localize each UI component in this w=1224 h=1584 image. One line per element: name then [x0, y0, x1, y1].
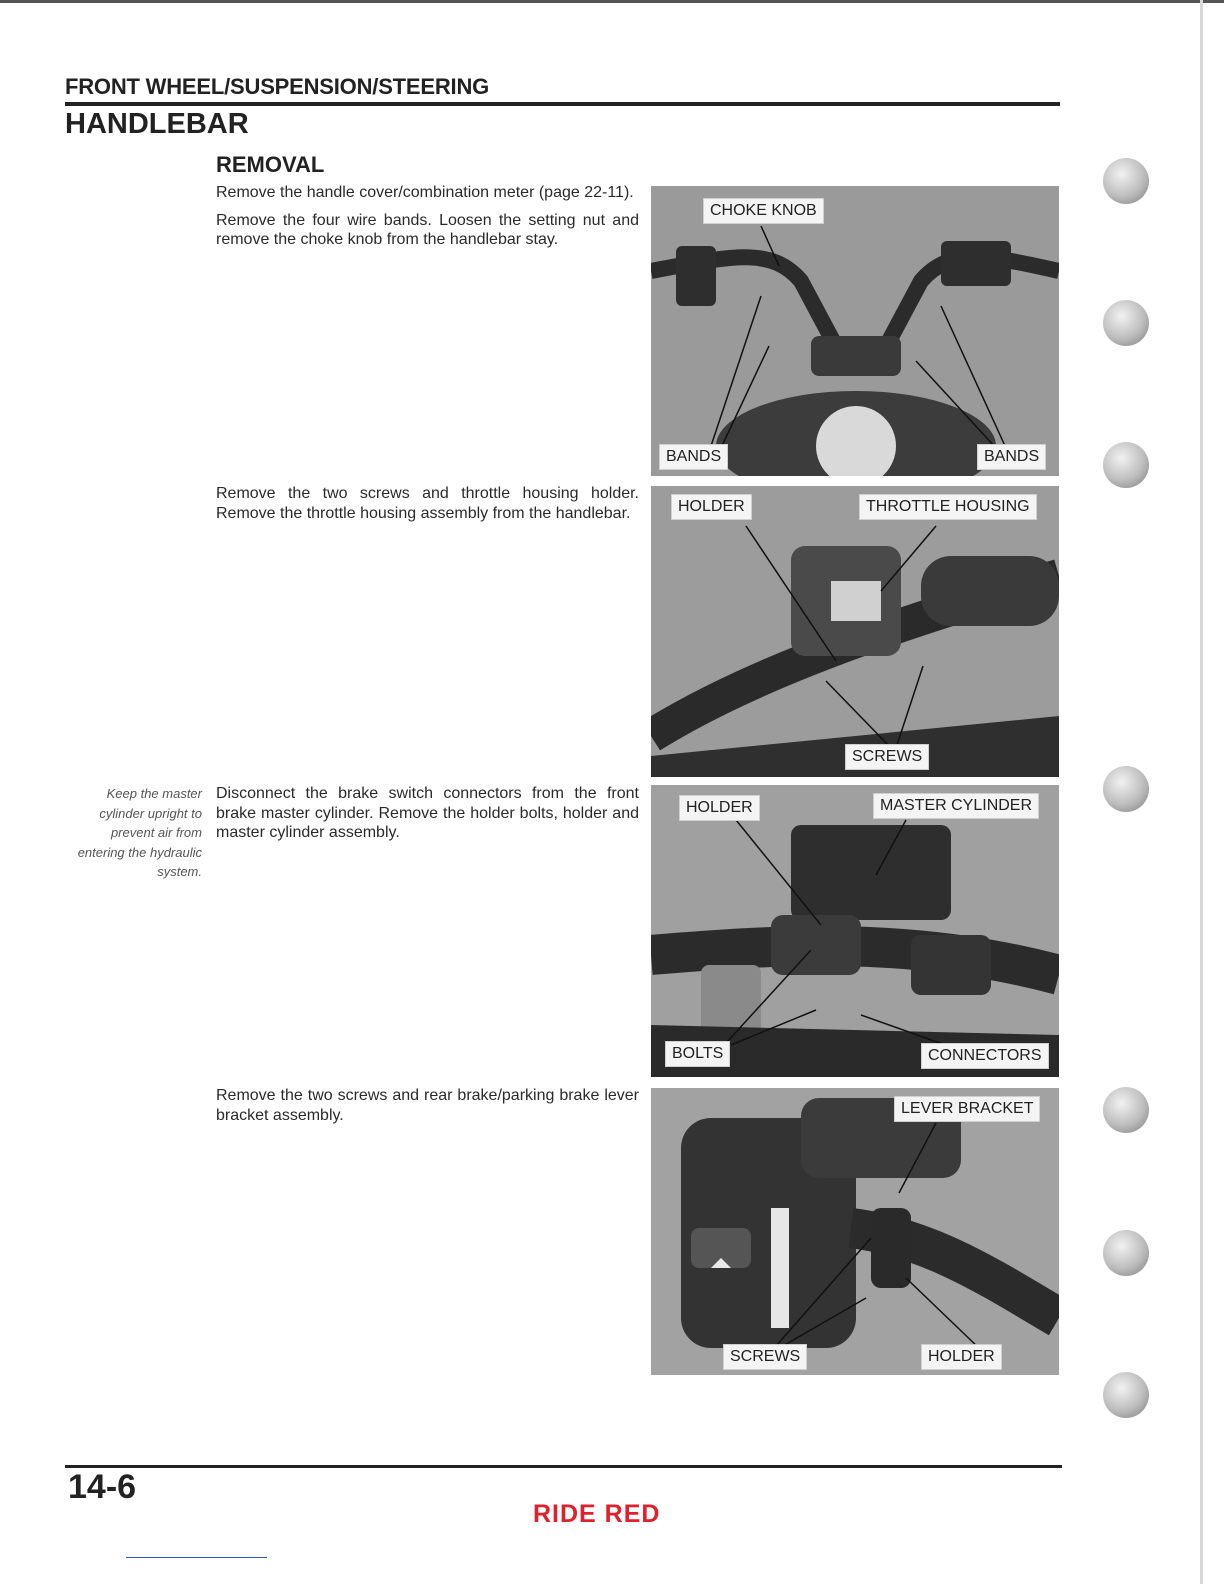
binder-hole-6 — [1103, 1230, 1149, 1276]
step-3-text — [216, 784, 639, 851]
label-holder: HOLDER — [671, 494, 752, 520]
label-bolts: BOLTS — [665, 1041, 730, 1067]
label-lever-bracket: LEVER BRACKET — [894, 1096, 1040, 1122]
binder-hole-7 — [1103, 1372, 1149, 1418]
footer-rule — [65, 1465, 1062, 1468]
label-holder-mc: HOLDER — [679, 795, 760, 821]
step-3-paragraph-1: Disconnect the brake switch connectors from the front brake master cylinder. Remove the holder bolts, holder and master cylinder assembly. — [216, 785, 639, 841]
label-choke-knob: CHOKE KNOB — [703, 198, 824, 224]
label-screws-bracket: SCREWS — [723, 1344, 807, 1370]
figure-master-cylinder — [651, 785, 1059, 1077]
step-4-paragraph-1: Remove the two screws and rear brake/parking brake lever bracket assembly. — [216, 1087, 639, 1124]
step-1-paragraph-1: Remove the handle cover/combination meter (page 22-11). — [216, 184, 634, 201]
lever-bracket-illustration — [651, 1088, 1059, 1375]
figure-handlebar-overview — [651, 186, 1059, 476]
label-throttle-housing: THROTTLE HOUSING — [859, 494, 1037, 520]
binder-hole-1 — [1103, 158, 1149, 204]
binder-hole-2 — [1103, 300, 1149, 346]
bottom-link-line — [126, 1557, 267, 1558]
binder-hole-5 — [1103, 1087, 1149, 1133]
label-bands-left: BANDS — [659, 444, 728, 470]
label-connectors: CONNECTORS — [921, 1043, 1049, 1069]
label-screws: SCREWS — [845, 744, 929, 770]
subheading-removal: REMOVAL — [216, 152, 325, 177]
step-4-text — [216, 1086, 639, 1133]
binder-hole-3 — [1103, 442, 1149, 488]
page-title: HANDLEBAR — [65, 108, 249, 140]
brand-logo: RIDE RED — [533, 1500, 661, 1528]
page-number: 14-6 — [68, 1468, 137, 1506]
binder-hole-4 — [1103, 766, 1149, 812]
label-bands-right: BANDS — [977, 444, 1046, 470]
step-1-paragraph-2: Remove the four wire bands. Loosen the setting nut and remove the choke knob from the handlebar stay. — [216, 211, 639, 248]
figure-lever-bracket — [651, 1088, 1059, 1375]
step-2-text — [216, 484, 639, 531]
label-holder-bracket: HOLDER — [921, 1344, 1002, 1370]
master-cylinder-illustration — [651, 785, 1059, 1077]
top-rule — [0, 0, 1224, 3]
label-master-cylinder: MASTER CYLINDER — [873, 793, 1039, 819]
throttle-housing-illustration — [651, 486, 1059, 777]
step-2-paragraph-1: Remove the two screws and throttle housing holder. Remove the throttle housing assembly from the handlebar. — [216, 485, 639, 522]
handlebar-illustration — [651, 186, 1059, 476]
page-edge-shadow — [1200, 0, 1203, 1584]
side-note: Keep the master cylinder upright to prevent air from entering the hydraulic system. — [77, 786, 202, 879]
figure-throttle-housing — [651, 486, 1059, 777]
header-rule — [65, 102, 1060, 106]
step-1-text — [216, 183, 639, 258]
section-header: FRONT WHEEL/SUSPENSION/STEERING — [65, 74, 490, 99]
